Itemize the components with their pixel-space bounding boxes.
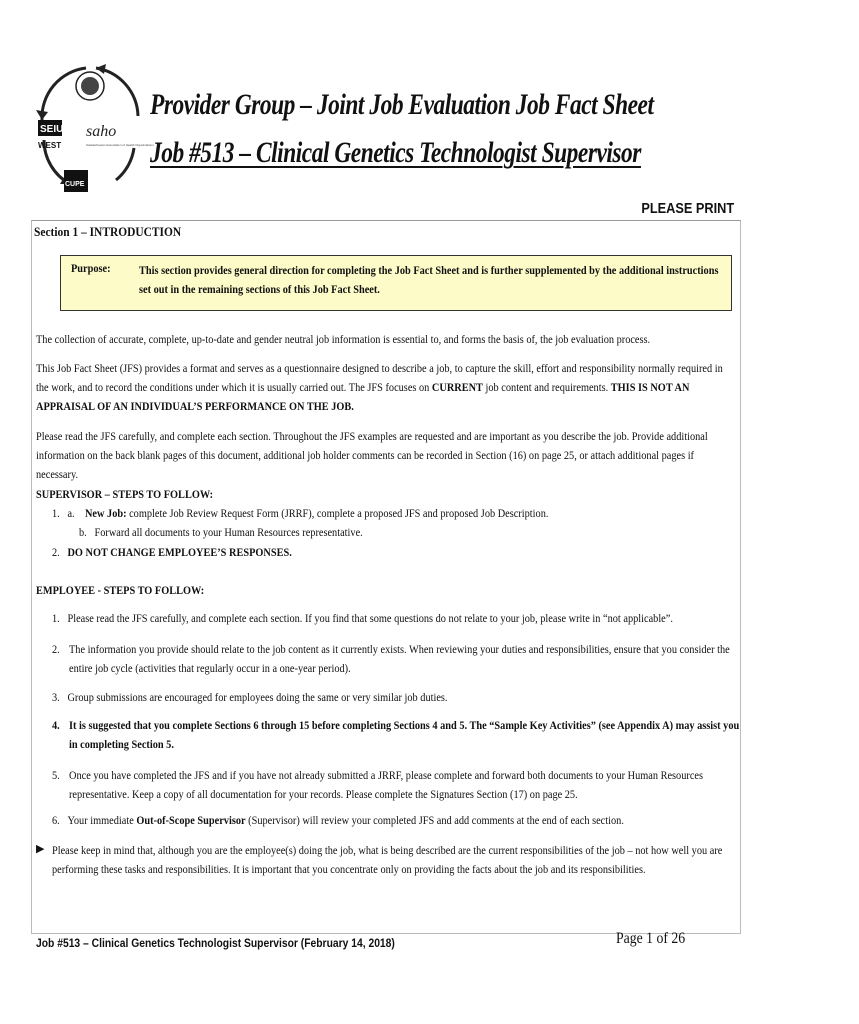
supervisor-step-1a: 1. a. New Job: complete Job Review Request Form (JRRF), complete a proposed JFS and proposed Job Description. (52, 506, 549, 520)
employee-step-1: 1. Please read the JFS carefully, and complete each section. If you find that some questions do not relate to your job, please write in “not applicable”. (52, 611, 673, 625)
employee-step-4-num: 4. (52, 718, 60, 732)
svg-text:Saskatchewan Association of He: Saskatchewan Association of Health Organizations (86, 143, 154, 147)
document-title-line2: Job #513 – Clinical Genetics Technologist Supervisor (150, 136, 641, 169)
employee-step-2-num: 2. (52, 642, 60, 656)
employee-step-6: 6. Your immediate Out-of-Scope Supervisor (Supervisor) will review your completed JFS and add comments at the end of each section. (52, 813, 624, 827)
intro-paragraph-1: The collection of accurate, complete, up-to-date and gender neutral job information is essential to, and forms the basis of, the job evaluation process. (36, 332, 651, 346)
employee-step-5: Once you have completed the JFS and if you have not already submitted a JRRF, please complete and forward both documents to your Human Resources representative. Keep a copy of all documentation for your records. Please complete the Signatures Section (17) on page 25. (69, 768, 703, 801)
footer-job-title: Job #513 – Clinical Genetics Technologist Supervisor (February 14, 2018) (36, 936, 395, 950)
employee-note: Please keep in mind that, although you are the employee(s) doing the job, what is being described are the current responsibilities of the job – not how well you are performing these tasks and responsibilities. It is important that you concentrate only on providing the facts about the job and its responsibilities. (52, 843, 723, 876)
supervisor-step-2: 2. DO NOT CHANGE EMPLOYEE’S RESPONSES. (52, 545, 292, 559)
joint-job-evaluation-logo (34, 60, 154, 200)
please-print-label: PLEASE PRINT (641, 200, 734, 217)
intro-paragraph-3: Please read the JFS carefully, and complete each section. Throughout the JFS examples are requested and are important as you describe the job. Provide additional information on the back blank pages of this document, additional job holder comments can be recorded in Section (16) on page 25, or attach additional pages if necessary. (36, 429, 708, 481)
svg-text:saho: saho (86, 123, 117, 140)
footer-page-number: Page 1 of 26 (616, 930, 686, 947)
employee-step-5-num: 5. (52, 768, 60, 782)
employee-step-4: It is suggested that you complete Sections 6 through 15 before completing Sections 4 and 5. The “Sample Key Activities” (see Appendix A) may assist you in completing Section 5. (69, 718, 740, 751)
supervisor-step-1b: b. Forward all documents to your Human Resources representative. (79, 525, 363, 539)
svg-text:WEST: WEST (38, 141, 62, 150)
svg-text:SEIU: SEIU (40, 124, 64, 135)
purpose-text: This section provides general direction for completing the Job Fact Sheet and is further supplemented by the additional instructions set out in the remaining sections of this Job Fact Sheet. (139, 263, 719, 296)
purpose-label: Purpose: (71, 261, 111, 275)
employee-step-3: 3. Group submissions are encouraged for employees doing the same or very similar job duties. (52, 690, 448, 704)
purpose-box (60, 255, 732, 311)
arrow-bullet-icon: ▶ (36, 843, 45, 855)
intro-paragraph-2: This Job Fact Sheet (JFS) provides a format and serves as a questionnaire designed to describe a job, to capture the skill, effort and responsibility normally required in the work, and to record the conditions under which it is usually carried out. The JFS focuses on CURRENT job content and requirements. THIS IS NOT AN APPRAISAL OF AN INDIVIDUAL’S PERFORMANCE ON THE JOB. (36, 361, 723, 413)
section-heading: Section 1 – INTRODUCTION (34, 224, 182, 239)
employee-heading: EMPLOYEE - STEPS TO FOLLOW: (36, 583, 205, 597)
document-title-line1: Provider Group – Joint Job Evaluation Job Fact Sheet (150, 88, 654, 121)
supervisor-heading: SUPERVISOR – STEPS TO FOLLOW: (36, 487, 214, 501)
svg-text:CUPE: CUPE (65, 181, 85, 188)
employee-step-2: The information you provide should relate to the job content as it currently exists. When reviewing your duties and responsibilities, ensure that you consider the entire job cycle (activities that regularly occur in a one-year period). (69, 642, 730, 675)
